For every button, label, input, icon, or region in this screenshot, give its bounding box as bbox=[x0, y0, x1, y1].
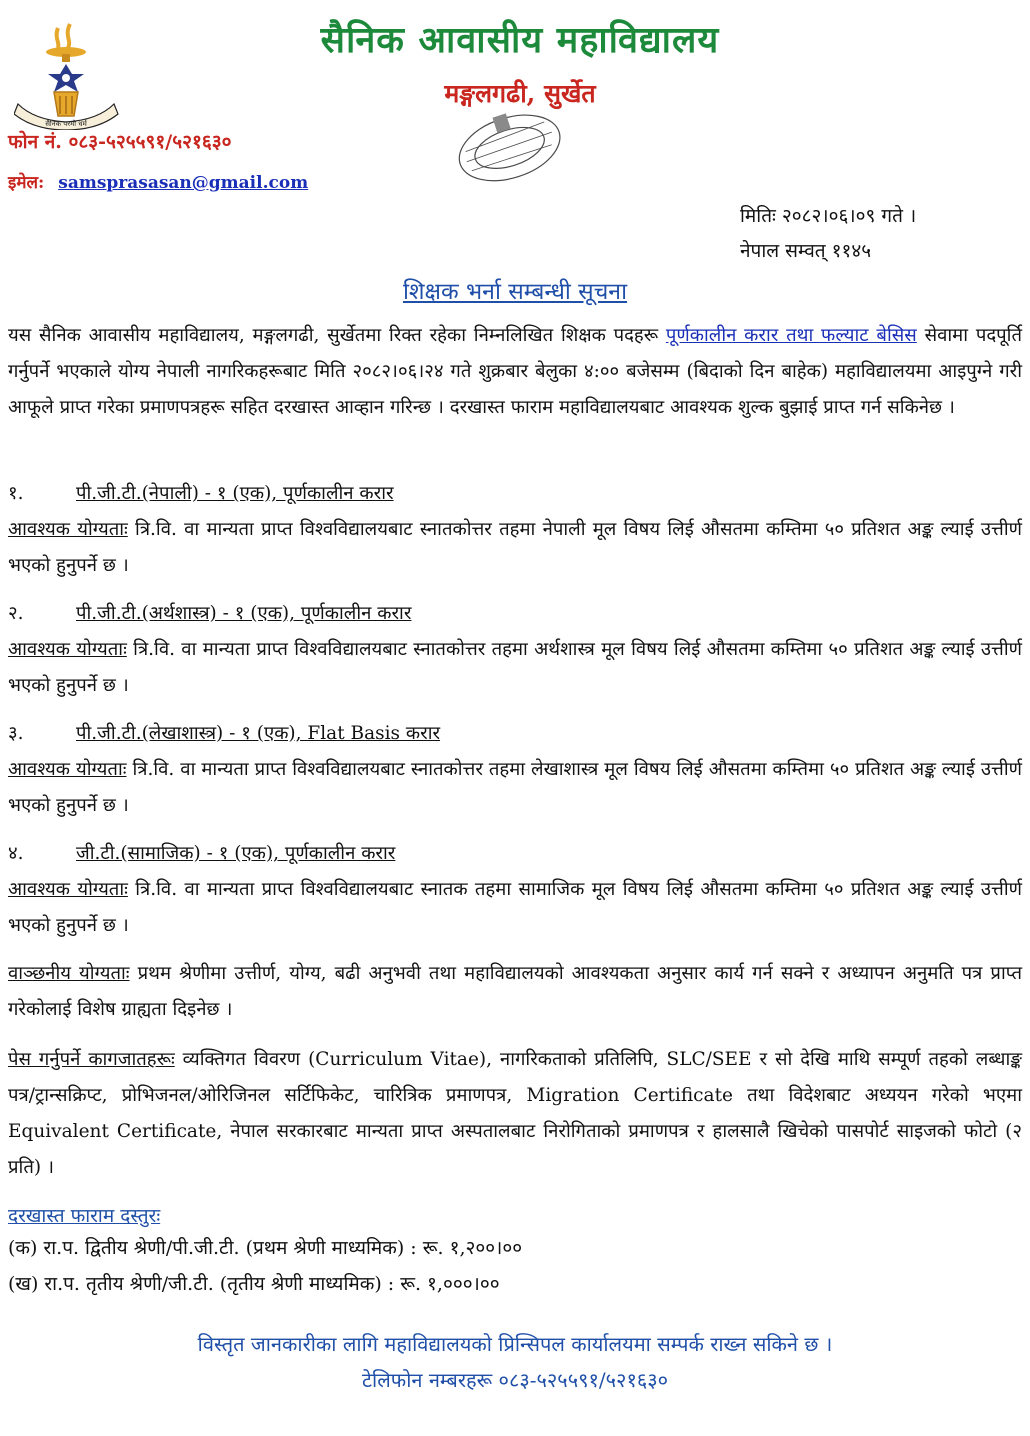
position-number: ४. bbox=[8, 843, 24, 864]
position-2-title bbox=[8, 596, 1022, 632]
position-title: जी.टी.(सामाजिक) - १ (एक), पूर्णकालीन करार bbox=[76, 843, 396, 864]
position-number: २. bbox=[8, 603, 24, 624]
college-name: सैनिक आवासीय महाविद्यालय bbox=[320, 19, 720, 61]
qualification-label: आवश्यक योग्यताः bbox=[8, 639, 127, 660]
email-link[interactable]: samsprasasan@gmail.com bbox=[58, 173, 309, 193]
contract-type-highlight: पूर्णकालीन करार तथा फल्याट बेसिस bbox=[665, 325, 917, 346]
desirable-text: प्रथम श्रेणीमा उत्तीर्ण, योग्य, बढी अनुभवी तथा महाविद्यालयको आवश्यकता अनुसार कार्य गर्न सक्ने र अध्यापन अनुमति पत्र प्राप्त गरेकोलाई विशेष ग्राह्यता दिइनेछ । bbox=[8, 963, 1022, 1020]
documents-label: पेस गर्नुपर्ने कागजातहरूः bbox=[8, 1049, 175, 1070]
position-title: पी.जी.टी.(लेखाशास्त्र) - १ (एक), Flat Basis करार bbox=[76, 723, 441, 744]
position-4-title bbox=[8, 836, 1022, 872]
footer-telephone: टेलिफोन नम्बरहरू ०८३-५२५५९१/५२१६३० bbox=[361, 1368, 669, 1392]
footer-contact-note: विस्तृत जानकारीका लागि महाविद्यालयको प्रिन्सिपल कार्यालयमा सम्पर्क राख्न सकिने छ । bbox=[197, 1332, 833, 1356]
qualification-label: आवश्यक योग्यताः bbox=[8, 879, 128, 900]
position-number: १. bbox=[8, 483, 24, 504]
qualification-text: त्रि.वि. वा मान्यता प्राप्त विश्वविद्यालयबाट स्नातकोत्तर तहमा लेखाशास्त्र मूल विषय लिई औसतमा कम्तिमा ५० प्रतिशत अङ्क ल्याई उत्तीर्ण भएको हुनुपर्ने छ । bbox=[8, 759, 1022, 816]
required-documents bbox=[8, 1042, 1022, 1186]
date-line: मितिः २०८२।०६।०९ गते । bbox=[740, 205, 917, 227]
qualification-label: आवश्यक योग्यताः bbox=[8, 519, 128, 540]
qualification-text: त्रि.वि. वा मान्यता प्राप्त विश्वविद्यालयबाट स्नातकोत्तर तहमा अर्थशास्त्र मूल विषय लिई औसतमा कम्तिमा ५० प्रतिशत अङ्क ल्याई उत्तीर्ण भएको हुनुपर्ने छ । bbox=[8, 639, 1022, 696]
position-3-qualification bbox=[8, 752, 1022, 824]
nepal-samvat: नेपाल सम्वत् ११४५ bbox=[740, 240, 872, 262]
desirable-label: वाञ्छनीय योग्यताः bbox=[8, 963, 130, 984]
qualification-text: त्रि.वि. वा मान्यता प्राप्त विश्वविद्यालयबाट स्नातकोत्तर तहमा नेपाली मूल विषय लिई औसतमा कम्तिमा ५० प्रतिशत अङ्क ल्याई उत्तीर्ण भएको हुनुपर्ने छ । bbox=[8, 519, 1022, 576]
qualification-text: त्रि.वि. वा मान्यता प्राप्त विश्वविद्यालयबाट स्नातक तहमा सामाजिक मूल विषय लिई औसतमा कम्तिमा ५० प्रतिशत अङ्क ल्याई उत्तीर्ण भएको हुनुपर्ने छ । bbox=[8, 879, 1022, 936]
position-1-title bbox=[8, 476, 1022, 512]
army-emblem-icon bbox=[14, 18, 126, 130]
position-title: पी.जी.टी.(अर्थशास्त्र) - १ (एक), पूर्णकालीन करार bbox=[76, 603, 412, 624]
position-3-title bbox=[8, 716, 1022, 752]
desirable-qualification bbox=[8, 956, 1022, 1028]
position-2-qualification bbox=[8, 632, 1022, 704]
position-title: पी.जी.टी.(नेपाली) - १ (एक), पूर्णकालीन करार bbox=[76, 483, 394, 504]
college-place: मङ्गलगढी, सुर्खेत bbox=[444, 79, 596, 108]
phone-number: फोन नं. ०८३-५२५५९१/५२१६३० bbox=[8, 131, 232, 153]
documents-text: व्यक्तिगत विवरण (Curriculum Vitae), नागरिकताको प्रतिलिपि, SLC/SEE र सो देखि माथि सम्पूर्ण तहको लब्धाङ्क पत्र/ट्रान्सक्रिप्ट, प्रोभिजनल/ओरिजिनल सर्टिफिकेट, चारित्रिक प्रमाणपत्र, Migration Certificate तथा विदेशबाट अध्ययन गरेको भएमा Equivalent Certificate, नेपाल सरकारबाट मान्यता प्राप्त अस्पतालबाट निरोगिताको प्रमाणपत्र र हालसालै खिचेको पासपोर्ट साइजको फोटो (२ प्रति) । bbox=[8, 1049, 1022, 1178]
office-stamp-icon bbox=[446, 104, 572, 188]
email-row bbox=[8, 170, 308, 193]
fee-item-a: (क) रा.प. द्वितीय श्रेणी/पी.जी.टी. (प्रथम श्रेणी माध्यमिक) : रू. १,२००।०० bbox=[8, 1237, 523, 1259]
svg-text:सैनिक परमो धर्म: सैनिक परमो धर्म bbox=[45, 120, 87, 128]
intro-paragraph bbox=[8, 318, 1022, 426]
email-label: इमेल: bbox=[8, 173, 45, 193]
position-1-qualification bbox=[8, 512, 1022, 584]
intro-text-2: सेवामा पदपूर्ति गर्नुपर्ने भएकाले योग्य नेपाली नागरिकहरूबाट मिति २०८२।०६।२४ गते शुक्रबार बेलुका ४:०० बजेसम्म (बिदाको दिन बाहेक) महाविद्यालयमा आइपुग्ने गरी आफूले प्राप्त गरेका प्रमाणपत्रहरू सहित दरखास्त आव्हान गरिन्छ । दरखास्त फाराम महाविद्यालयबाट आवश्यक शुल्क बुझाई प्राप्त गर्न सकिनेछ । bbox=[8, 325, 1022, 418]
position-4-qualification bbox=[8, 872, 1022, 944]
position-number: ३. bbox=[8, 723, 24, 744]
intro-text-1: यस सैनिक आवासीय महाविद्यालय, मङ्गलगढी, सुर्खेतमा रिक्त रहेका निम्नलिखित शिक्षक पदहरू bbox=[8, 325, 666, 346]
fee-item-b: (ख) रा.प. तृतीय श्रेणी/जी.टी. (तृतीय श्रेणी माध्यमिक) : रू. १,०००।०० bbox=[8, 1273, 500, 1295]
fee-title: दरखास्त फाराम दस्तुरः bbox=[8, 1205, 161, 1227]
qualification-label: आवश्यक योग्यताः bbox=[8, 759, 127, 780]
notice-title: शिक्षक भर्ना सम्बन्धी सूचना bbox=[402, 279, 628, 305]
